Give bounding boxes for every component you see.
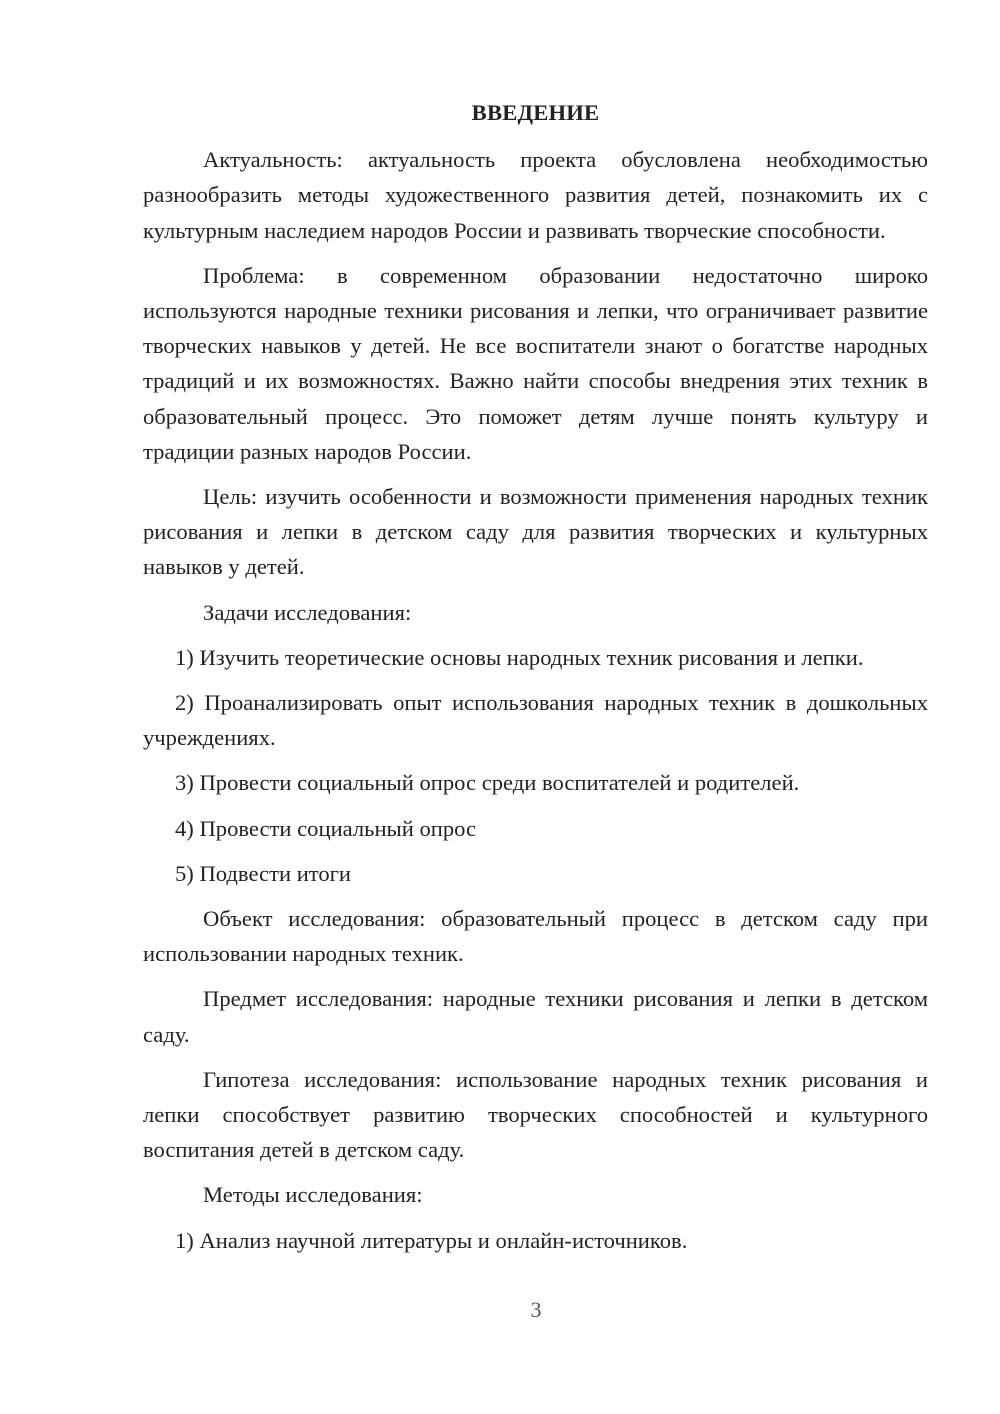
paragraph-tasks-heading: Задачи исследования: [203,599,412,625]
paragraph-relevance: Актуальность: актуальность проекта обусловлена необходимостью разнообразить методы художественного развития детей, познакомить их с культурным наследием народов России и развивать творческие способности. [143,147,928,243]
paragraph-object: Объект исследования: образовательный процесс в детском саду при использовании народных техник. [143,906,928,967]
paragraph-goal: Цель: изучить особенности и возможности применения народных техник рисования и лепки в детском саду для развития творческих и культурных навыков у детей. [143,484,928,580]
task-item-3: 3) Провести социальный опрос среди воспитателей и родителей. [175,770,800,796]
section-title: ВВЕДЕНИЕ [471,100,600,125]
task-item-1: 1) Изучить теоретические основы народных техник рисования и лепки. [175,644,864,670]
task-item-5: 5) Подвести итоги [175,860,352,886]
paragraph-methods-heading: Методы исследования: [203,1182,423,1208]
paragraph-problem: Проблема: в современном образовании недостаточно широко используются народные техники рисования и лепки, что ограничивает развитие творческих навыков у детей. Не все воспитатели знают о богатстве народных традиций и их возможностях. Важно найти способы внедрения этих техник в образовательный процесс. Это поможет детям лучше понять культуру и традиции разных народов России. [143,262,928,464]
page-number: 3 [530,1297,542,1322]
page-content [143,95,928,1268]
task-item-2: 2) Проанализировать опыт использования народных техник в дошкольных учреждениях. [143,690,928,751]
paragraph-subject: Предмет исследования: народные техники рисования и лепки в детском саду. [143,986,928,1047]
method-item-1: 1) Анализ научной литературы и онлайн-источников. [175,1227,688,1253]
task-item-4: 4) Провести социальный опрос [175,815,477,841]
paragraph-hypothesis: Гипотеза исследования: использование народных техник рисования и лепки способствует развитию творческих способностей и культурного воспитания детей в детском саду. [143,1066,928,1163]
